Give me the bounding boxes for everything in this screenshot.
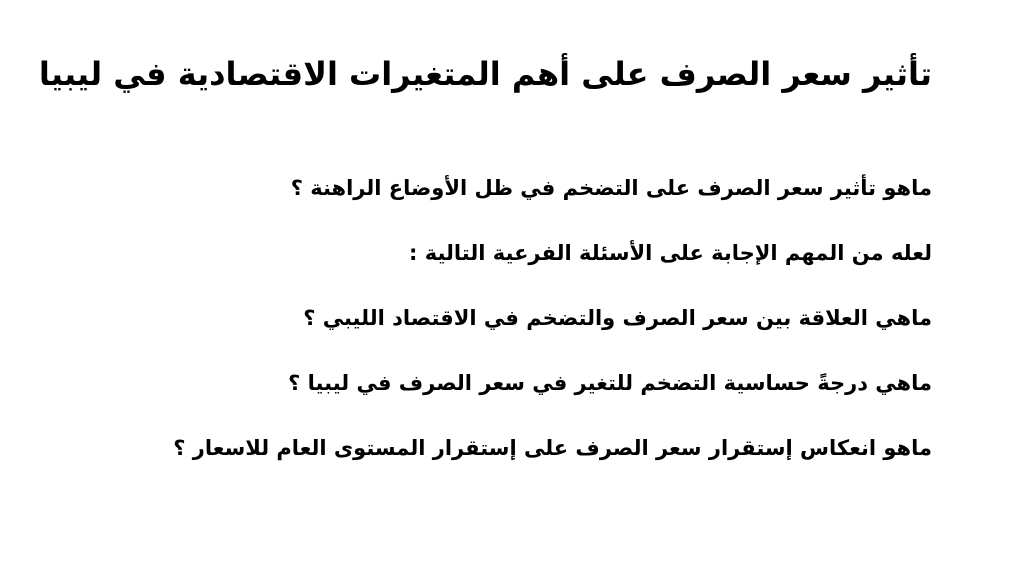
body-line: ماهو تأثير سعر الصرف على التضخم في ظل الأوضاع الراهنة ؟ <box>290 176 932 200</box>
body-line: ماهي العلاقة بين سعر الصرف والتضخم في الاقتصاد الليبي ؟ <box>303 306 932 330</box>
body-line: ماهي درجةً حساسية التضخم للتغير في سعر الصرف في ليبيا ؟ <box>288 371 932 395</box>
slide-title: تأثير سعر الصرف على أهم المتغيرات الاقتصادية في ليبيا <box>38 55 932 93</box>
body-line: لعله من المهم الإجابة على الأسئلة الفرعية التالية : <box>409 241 932 265</box>
body-line: ماهو انعكاس إستقرار سعر الصرف على إستقرار المستوى العام للاسعار ؟ <box>173 436 932 460</box>
slide-body <box>40 168 932 493</box>
